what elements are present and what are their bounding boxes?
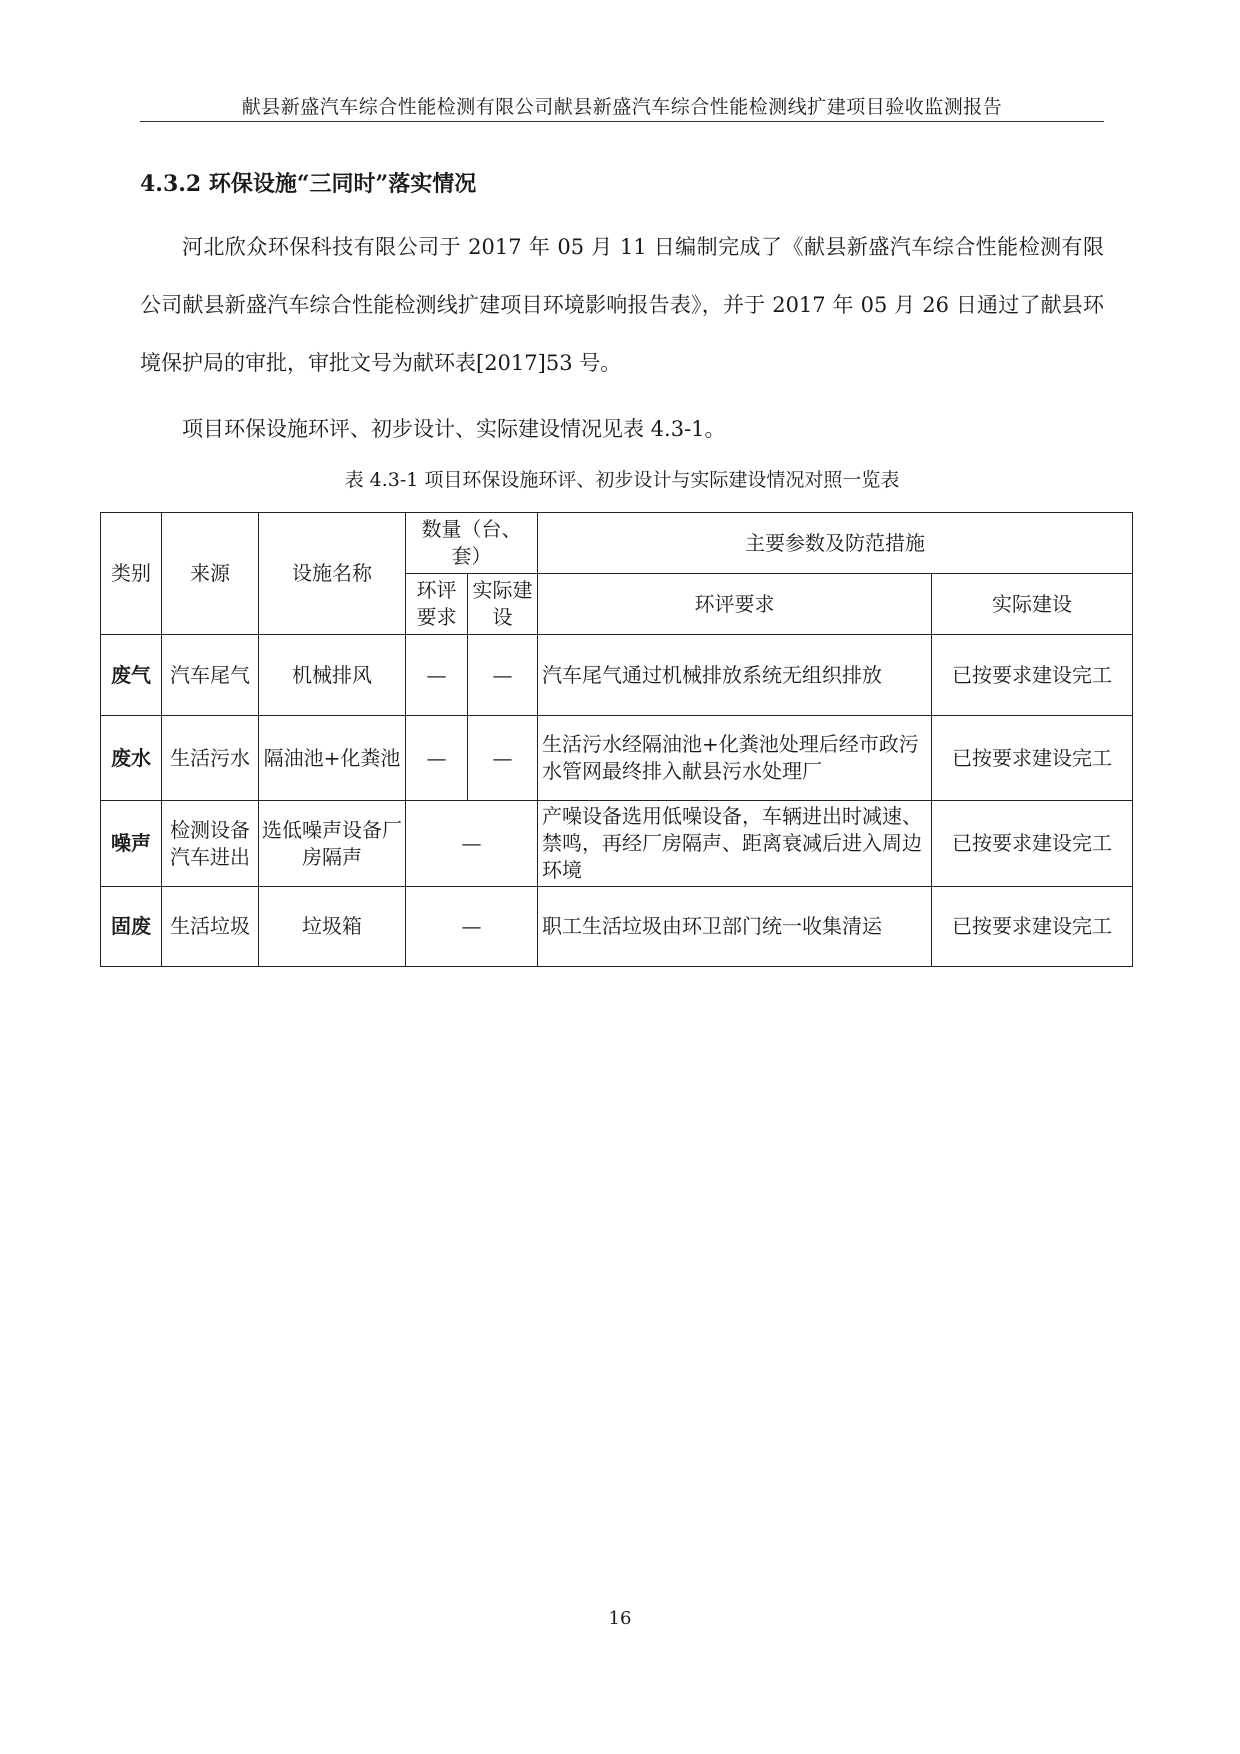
header-source: 来源	[162, 513, 259, 635]
header-eia-requirement: 环评要求	[538, 574, 932, 635]
paragraph-approval: 河北欣众环保科技有限公司于 2017 年 05 月 11 日编制完成了《献县新盛汽车综合性能检测有限公司献县新盛汽车综合性能检测线扩建项目环境影响报告表》，并于 2017 年 05 月 26 日通过了献县环境保护局的审批，审批文号为献环表[2017]53 号。	[140, 235, 1104, 375]
header-main-params: 主要参数及防范措施	[538, 513, 1133, 574]
row-actual: 已按要求建设完工	[932, 801, 1133, 887]
table-header-row	[101, 513, 1133, 574]
table-row	[101, 716, 1133, 801]
row-source: 生活污水	[162, 716, 259, 801]
header-quantity-actual: 实际建设	[468, 574, 538, 635]
row-qty-eia: —	[406, 716, 468, 801]
row-facility: 垃圾箱	[259, 887, 406, 967]
table-row	[101, 635, 1133, 716]
row-qty-actual: —	[468, 716, 538, 801]
row-category: 废气	[101, 635, 162, 716]
row-requirement: 汽车尾气通过机械排放系统无组织排放	[538, 635, 932, 716]
header-category: 类别	[101, 513, 162, 635]
row-qty-eia: —	[406, 635, 468, 716]
row-requirement: 职工生活垃圾由环卫部门统一收集清运	[538, 887, 932, 967]
row-category: 固废	[101, 887, 162, 967]
row-facility: 选低噪声设备厂房隔声	[259, 801, 406, 887]
row-requirement: 产噪设备选用低噪设备，车辆进出时减速、禁鸣，再经厂房隔声、距离衰减后进入周边环境	[538, 801, 932, 887]
header-facility: 设施名称	[259, 513, 406, 635]
row-category: 噪声	[101, 801, 162, 887]
row-facility: 隔油池+化粪池	[259, 716, 406, 801]
row-actual: 已按要求建设完工	[932, 887, 1133, 967]
section-title: 4.3.2 环保设施“三同时”落实情况	[140, 171, 477, 197]
header-rule	[140, 121, 1104, 122]
facilities-table	[100, 512, 1133, 967]
page-header: 献县新盛汽车综合性能检测有限公司献县新盛汽车综合性能检测线扩建项目验收监测报告	[241, 96, 1003, 118]
row-qty-merged: —	[406, 887, 538, 967]
page-number: 16	[608, 1608, 632, 1629]
row-qty-actual: —	[468, 635, 538, 716]
header-quantity-eia: 环评要求	[406, 574, 468, 635]
header-quantity: 数量（台、套）	[406, 513, 538, 574]
row-qty-merged: —	[406, 801, 538, 887]
table-caption: 表 4.3-1 项目环保设施环评、初步设计与实际建设情况对照一览表	[344, 469, 900, 491]
table-row	[101, 801, 1133, 887]
row-actual: 已按要求建设完工	[932, 716, 1133, 801]
paragraph-table-reference: 项目环保设施环评、初步设计、实际建设情况见表 4.3-1。	[182, 417, 726, 441]
row-category: 废水	[101, 716, 162, 801]
header-actual-construction: 实际建设	[932, 574, 1133, 635]
row-source: 汽车尾气	[162, 635, 259, 716]
row-source: 生活垃圾	[162, 887, 259, 967]
row-source: 检测设备汽车进出	[162, 801, 259, 887]
row-actual: 已按要求建设完工	[932, 635, 1133, 716]
table-row	[101, 887, 1133, 967]
row-facility: 机械排风	[259, 635, 406, 716]
row-requirement: 生活污水经隔油池+化粪池处理后经市政污水管网最终排入献县污水处理厂	[538, 716, 932, 801]
